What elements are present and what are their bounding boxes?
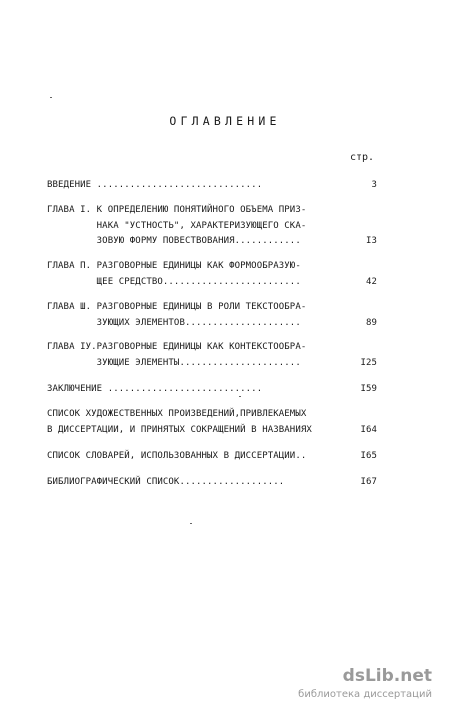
toc-entry-text: БИБЛИОГРАФИЧЕСКИЙ СПИСОК................... <box>47 477 285 487</box>
watermark-subtitle: библиотека диссертаций <box>298 689 432 700</box>
scan-speck <box>190 523 192 524</box>
toc-entry-page: 89 <box>365 318 377 328</box>
scan-speck <box>239 396 241 397</box>
toc-entry-text: ЗОВУЮ ФОРМУ ПОВЕСТВОВАНИЯ............ <box>47 236 301 246</box>
toc-entry-text: СПИСОК ХУДОЖЕСТВЕННЫХ ПРОИЗВЕДЕНИЙ,ПРИВЛЕКАЕМЫХ <box>47 409 307 419</box>
toc-entry-page: 42 <box>365 277 377 287</box>
toc-entry-text: В ДИССЕРТАЦИИ, И ПРИНЯТЫХ СОКРАЩЕНИЙ В НАЗВАНИЯХ <box>47 425 312 435</box>
toc-entry-bibliography[interactable] <box>47 475 377 531</box>
toc-entry-page: I64 <box>360 425 377 435</box>
toc-entry-text: ГЛАВА I. К ОПРЕДЕЛЕНИЮ ПОНЯТИЙНОГО ОБЪЕМА ПРИЗ- <box>47 205 307 215</box>
toc-entry-text: ЗАКЛЮЧЕНИЕ ............................ <box>47 384 263 394</box>
toc-entry-text: НАКА "УСТНОСТЬ", ХАРАКТЕРИЗУЮЩЕГО СКА- <box>47 221 307 231</box>
page-title: ОГЛАВЛЕНИЕ <box>169 114 281 128</box>
toc-entry-page: I67 <box>360 477 377 487</box>
watermark-logo: dsLib.net <box>342 666 432 686</box>
scan-speck <box>50 97 52 98</box>
page-column-label: стр. <box>350 152 375 163</box>
toc-entry-page: I25 <box>360 358 377 368</box>
toc-entry-text: ГЛАВА П. РАЗГОВОРНЫЕ ЕДИНИЦЫ КАК ФОРМООБРАЗУЮ- <box>47 261 301 271</box>
toc-entry-page: 3 <box>371 180 377 190</box>
toc-entry-page: I65 <box>360 451 377 461</box>
toc-entry-page: I3 <box>365 236 377 246</box>
toc-entry-text: ЩЕЕ СРЕДСТВО......................... <box>47 277 301 287</box>
toc-entry-text: ГЛАВА Ш. РАЗГОВОРНЫЕ ЕДИНИЦЫ В РОЛИ ТЕКСТООБРА- <box>47 302 307 312</box>
toc-entry-page: I59 <box>360 384 377 394</box>
toc-entry-text: ЗУЮЩИЕ ЭЛЕМЕНТЫ...................... <box>47 358 301 368</box>
toc-entry-text: ГЛАВА IУ.РАЗГОВОРНЫЕ ЕДИНИЦЫ КАК КОНТЕКСТООБРА- <box>47 342 307 352</box>
toc-entry-text: ВВЕДЕНИЕ .............................. <box>47 180 263 190</box>
toc-entry-text: ЗУЮЩИХ ЭЛЕМЕНТОВ..................... <box>47 318 301 328</box>
toc-entry-text: СПИСОК СЛОВАРЕЙ, ИСПОЛЬЗОВАННЫХ В ДИССЕРТАЦИИ.. <box>47 451 307 461</box>
